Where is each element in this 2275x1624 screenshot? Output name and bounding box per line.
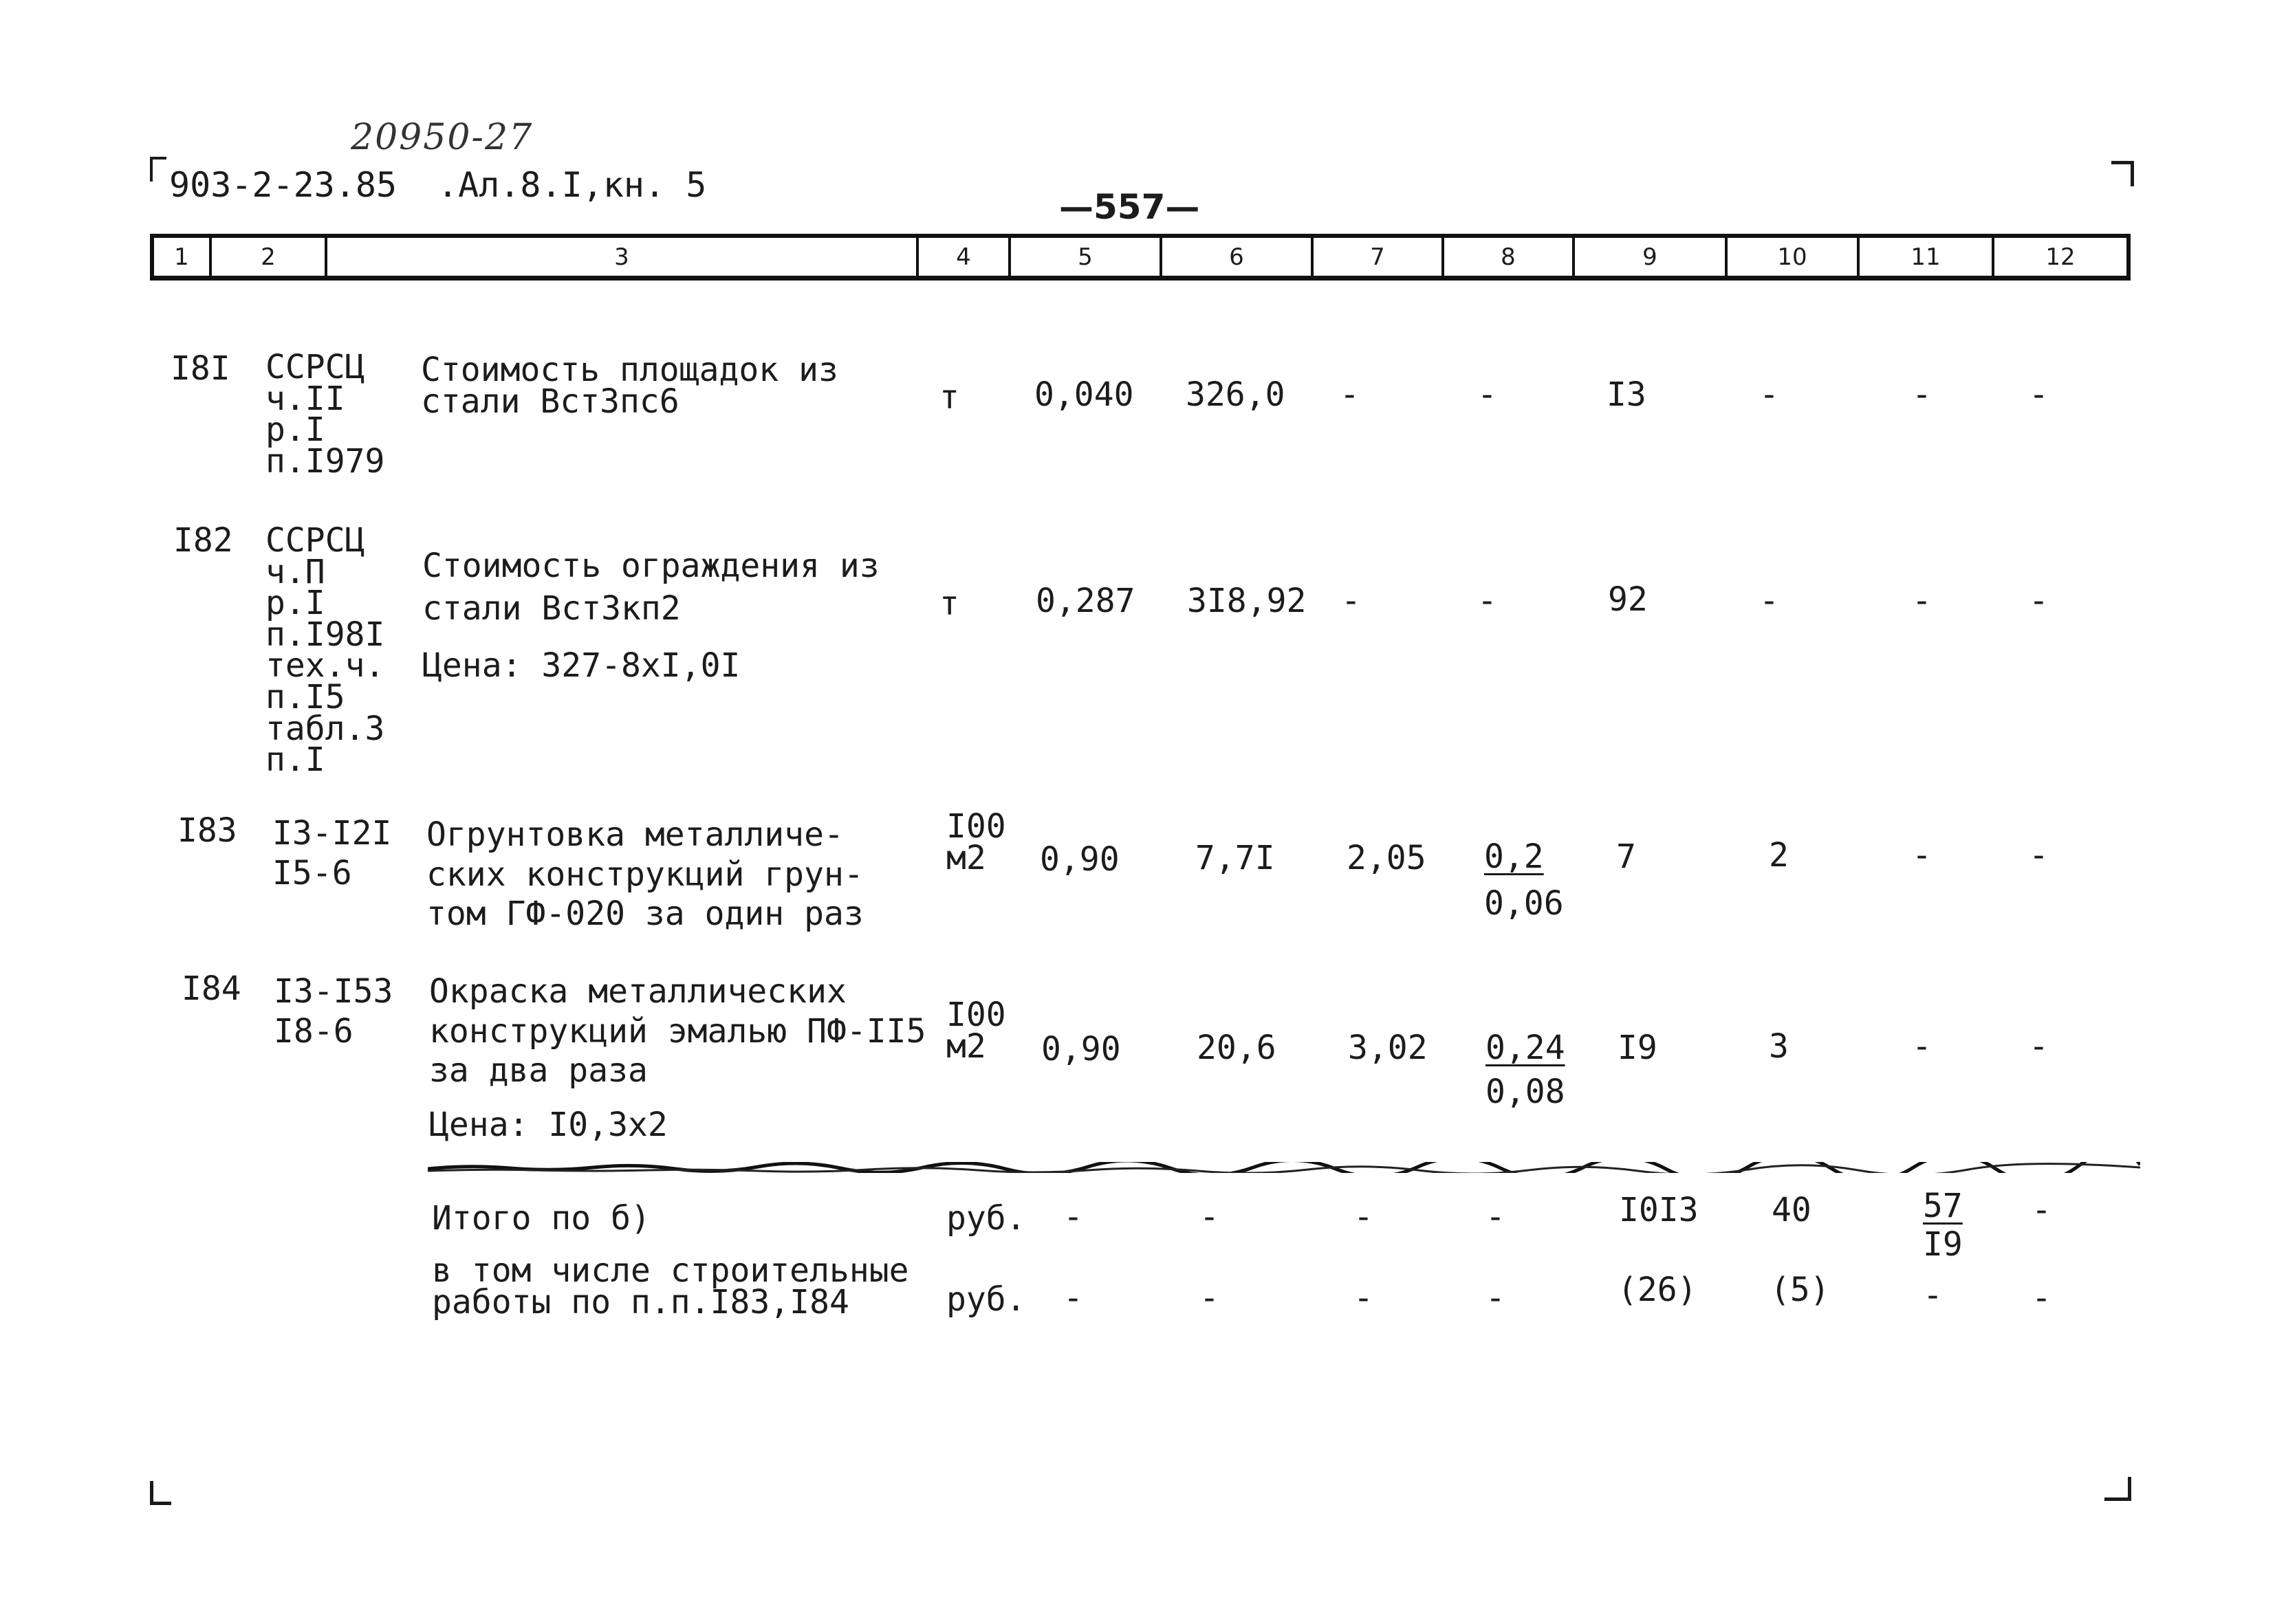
- row-number: I84: [182, 969, 241, 1008]
- col7-value: 3,02: [1348, 1029, 1428, 1067]
- col12-value: -: [2029, 582, 2049, 620]
- totals-separator-line: [428, 1162, 2140, 1173]
- row-number: I8I: [171, 349, 230, 388]
- totals-label: в том числе строительные работы по п.п.I83,I84: [432, 1251, 909, 1321]
- unit: I00 м2: [946, 996, 1006, 1066]
- column-header-2: 2: [212, 238, 327, 276]
- quantity: 0,287: [1036, 582, 1135, 620]
- col10-value: 40: [1772, 1191, 1811, 1229]
- corner-mark-top-right: [2111, 161, 2134, 186]
- row-number: I83: [177, 811, 237, 850]
- row-number: I82: [173, 521, 233, 560]
- column-number-header: [150, 234, 2131, 281]
- norm-code: I3-I53 I8-6: [274, 972, 393, 1051]
- work-description: Стоимость ограждения из стали ВстЗкп2: [422, 547, 880, 628]
- column-header-7: 7: [1314, 238, 1444, 276]
- col11-numerator: 57: [1923, 1187, 1963, 1225]
- col11-value: -: [1912, 1027, 1932, 1066]
- col8-value: -: [1485, 1279, 1505, 1317]
- page-number: —557—: [1059, 187, 1200, 227]
- unit-cost: 20,6: [1197, 1029, 1276, 1067]
- column-header-12: 12: [2045, 243, 2076, 271]
- document-section: .Ал.8.I,кн. 5: [437, 165, 707, 205]
- col10-value: -: [1759, 582, 1779, 620]
- unit: I00 м2: [946, 807, 1006, 877]
- col8-value: -: [1477, 375, 1497, 414]
- col7-value: -: [1340, 375, 1360, 414]
- document-code: 903-2-23.85: [169, 165, 398, 205]
- unit: руб.: [946, 1280, 1026, 1319]
- col8-numerator: 0,2: [1484, 837, 1544, 876]
- col7-value: -: [1353, 1279, 1373, 1317]
- col7-value: 2,05: [1347, 839, 1426, 877]
- col8-denominator: 0,06: [1484, 884, 1564, 923]
- col11-value: -: [1912, 375, 1932, 414]
- col10-value: 2: [1769, 836, 1789, 875]
- total-cost: 92: [1608, 580, 1648, 619]
- corner-mark-top-left: [150, 157, 166, 182]
- col6-value: -: [1199, 1279, 1219, 1317]
- total-cost: I0I3: [1619, 1191, 1699, 1229]
- col10-value: 3: [1769, 1027, 1789, 1066]
- unit: т: [939, 584, 959, 623]
- col11-value: -: [1912, 836, 1932, 875]
- column-header-6: 6: [1162, 238, 1314, 276]
- norm-code: ССРСЦ ч.П р.I п.I98I тех.ч. п.I5 табл.3 п.I: [265, 521, 385, 780]
- col5-value: -: [1063, 1198, 1083, 1236]
- column-header-1: 1: [154, 238, 212, 276]
- col12-value: -: [2029, 836, 2049, 875]
- column-header-4: 4: [919, 238, 1011, 276]
- column-header-8: 8: [1444, 238, 1575, 276]
- column-header-9: 9: [1575, 238, 1728, 276]
- col7-value: -: [1353, 1198, 1373, 1236]
- unit-cost: 3I8,92: [1187, 582, 1307, 620]
- unit: т: [939, 378, 959, 417]
- col12-value: -: [2032, 1191, 2051, 1229]
- total-cost: I3: [1607, 375, 1646, 414]
- unit-cost: 326,0: [1186, 375, 1285, 414]
- column-header-10: 10: [1728, 238, 1860, 276]
- col11-value: -: [1923, 1276, 1943, 1315]
- column-header-5: 5: [1011, 238, 1162, 276]
- work-description: Стоимость площадок из стали ВстЗпс6: [421, 351, 838, 421]
- unit: руб.: [946, 1199, 1026, 1238]
- col12-value: -: [2032, 1279, 2051, 1317]
- total-cost: (26): [1618, 1271, 1697, 1309]
- col7-value: -: [1341, 582, 1361, 620]
- col8-numerator: 0,24: [1485, 1029, 1565, 1067]
- col8-value: -: [1485, 1198, 1505, 1236]
- norm-code: ССРСЦ ч.II р.I п.I979: [265, 348, 385, 481]
- total-cost: 7: [1616, 837, 1636, 876]
- norm-code: I3-I2I I5-6: [272, 814, 392, 892]
- price-note: Цена: 327-8хI,0I: [422, 646, 741, 685]
- unit-cost: 7,7I: [1195, 839, 1275, 877]
- work-description: Окраска металлических конструкций эмалью ПФ-II5 за два раза: [429, 972, 926, 1090]
- corner-mark-bottom-right: [2104, 1477, 2131, 1501]
- col8-denominator: 0,08: [1485, 1073, 1565, 1111]
- col11-denominator: I9: [1923, 1225, 1963, 1264]
- totals-label: Итого по б): [432, 1199, 651, 1238]
- col12-value: -: [2029, 375, 2049, 414]
- col10-value: (5): [1770, 1271, 1830, 1309]
- quantity: 0,90: [1040, 840, 1120, 879]
- col12-value: -: [2029, 1027, 2049, 1066]
- column-header-11: 11: [1860, 238, 1994, 276]
- col11-value: -: [1912, 582, 1932, 620]
- col8-value: -: [1477, 582, 1497, 620]
- total-cost: I9: [1618, 1029, 1657, 1067]
- col5-value: -: [1063, 1279, 1083, 1317]
- price-note: Цена: I0,3х2: [429, 1106, 668, 1144]
- corner-mark-bottom-left: [150, 1481, 171, 1505]
- col6-value: -: [1199, 1198, 1219, 1236]
- quantity: 0,90: [1041, 1030, 1121, 1068]
- handwritten-reference: 20950-27: [351, 117, 534, 158]
- work-description: Огрунтовка металличе- ских конструкций грун- том ГФ-020 за один раз: [426, 815, 864, 934]
- column-header-3: 3: [327, 238, 919, 276]
- col10-value: -: [1759, 375, 1779, 414]
- quantity: 0,040: [1034, 375, 1134, 414]
